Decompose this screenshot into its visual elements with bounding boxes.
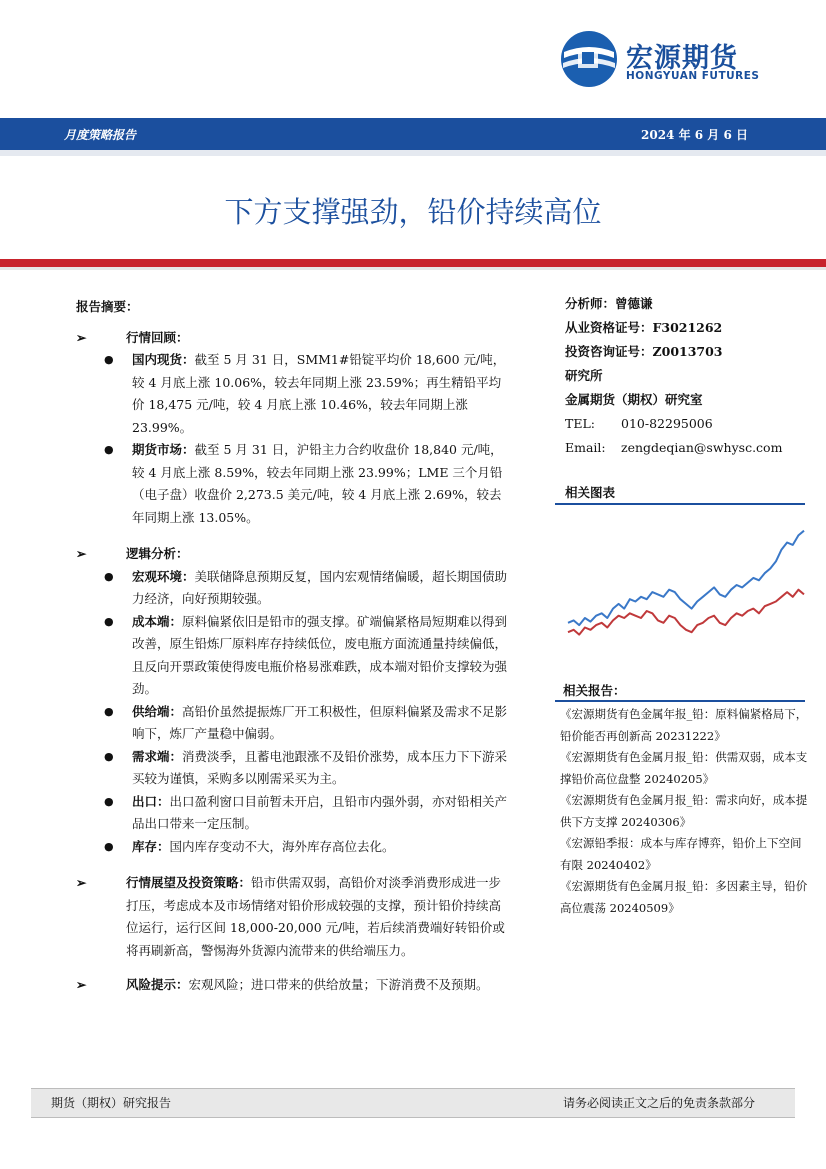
email-value: zengdeqian@swhysc.com xyxy=(621,440,783,455)
bullet-dot-icon: ● xyxy=(104,839,114,853)
institute-name: 金属期货（期权）研究室 xyxy=(565,392,703,407)
title-divider xyxy=(0,259,826,267)
list-item xyxy=(76,701,512,746)
section-title: 风险提示： xyxy=(126,977,189,992)
section-risk xyxy=(76,974,512,997)
bullet-dot-icon: ● xyxy=(104,569,114,583)
bullet-dot-icon: ● xyxy=(104,443,114,456)
item-label: 国内现货： xyxy=(132,352,195,367)
section-outlook xyxy=(76,872,512,962)
arrow-bullet-icon: ➢ xyxy=(76,977,87,992)
bullet-dot-icon: ● xyxy=(104,704,114,718)
title-divider-shadow xyxy=(0,267,826,270)
logo-emblem-icon xyxy=(560,30,618,88)
report-type: 月度策略报告 xyxy=(64,128,137,142)
item-label: 供给端： xyxy=(132,703,183,719)
item-text: 截至 5 月 31 日，沪铅主力合约收盘价 18,840 元/吨，较 4 月底上涨 8.59%，较去年同期上涨 23.99%；LME 三个月铅（电子盘）收盘价 2,273.5 美元/吨，较 4 月底上涨 2.69%，较去年同期上涨 13.05%。 xyxy=(132,442,503,525)
institute-label: 研究所 xyxy=(565,368,603,383)
related-reports-title: 相关报告： xyxy=(555,680,805,702)
item-text: 原料偏紧依旧是铅市的强支撑。矿端偏紧格局短期难以得到改善，原生铅炼厂原料库存持续低位，废电瓶方面流通量持续偏低，且反向开票政策使得废电瓶价格易涨难跌，成本端对铅价支撑较为强劲。 xyxy=(132,613,508,696)
email-label: Email: xyxy=(565,440,606,455)
report-summary xyxy=(76,296,512,997)
tel-row xyxy=(565,412,805,436)
section-title: 逻辑分析： xyxy=(126,546,189,561)
section-title: 行情展望及投资策略： xyxy=(126,875,252,890)
page-footer xyxy=(31,1088,795,1118)
tel-label: TEL: xyxy=(565,416,595,431)
item-text: 出口盈利窗口目前暂未开启，且铅市内强外弱，亦对铅相关产品出口带来一定压制。 xyxy=(132,793,508,831)
company-logo xyxy=(560,30,780,92)
item-text: 消费淡季，且蓄电池跟涨不及铅价涨势，成本压力下下游采买较为谨慎，采购多以刚需采买为主。 xyxy=(132,748,508,786)
item-text: 国内库存变动不大，海外库存高位去化。 xyxy=(169,838,395,854)
price-chart xyxy=(566,520,806,650)
related-report-item[interactable]: 《宏源期货有色金属年报_铅：原料偏紧格局下，铅价能否再创新高 20231222》 xyxy=(560,707,808,743)
report-date: 2024 年 6 月 6 日 xyxy=(641,128,748,142)
item-text: 截至 5 月 31 日，SMM1#铅锭平均价 18,600 元/吨，较 4 月底上涨 10.06%，较去年同期上涨 23.59%；再生精铅平均价 18,475 元/吨，较 4 月底上涨 10.46%，较去年同期上涨 23.99%。 xyxy=(132,352,506,435)
header-band-shadow xyxy=(0,150,826,156)
section-logic xyxy=(76,543,512,566)
header-band xyxy=(0,118,826,150)
related-report-item[interactable]: 《宏源期货有色金属月报_铅：多因素主导，铅价高位震荡 20240509》 xyxy=(560,879,808,915)
logo-text-cn: 宏源期货 xyxy=(626,43,738,74)
item-text: 高铅价虽然提振炼厂开工积极性，但原料偏紧及需求不足影响下，炼厂产量稳中偏弱。 xyxy=(132,703,508,741)
analyst-name: 分析师：曾德谦 xyxy=(565,296,653,311)
footer-right: 请务必阅读正文之后的免责条款部分 xyxy=(562,1096,755,1110)
series-line-1 xyxy=(568,590,804,635)
tel-value: 010-82295006 xyxy=(621,416,713,431)
chart-box-title: 相关图表 xyxy=(555,481,805,505)
bullet-dot-icon: ● xyxy=(104,794,114,808)
item-label: 成本端： xyxy=(132,613,183,629)
arrow-bullet-icon: ➢ xyxy=(76,329,87,345)
page-title: 下方支撑强劲，铅价持续高位 xyxy=(224,195,602,229)
email-row xyxy=(565,436,805,460)
list-item xyxy=(76,611,512,701)
arrow-bullet-icon: ➢ xyxy=(76,875,87,890)
qualification-number: 从业资格证号：F3021262 xyxy=(565,320,723,335)
bullet-dot-icon: ● xyxy=(104,749,114,763)
item-label: 出口： xyxy=(132,793,170,809)
series-line-0 xyxy=(568,531,804,625)
related-report-item[interactable]: 《宏源铅季报：成本与库存博弈，铅价上下空间有限 20240402》 xyxy=(560,836,802,872)
related-report-item[interactable]: 《宏源期货有色金属月报_铅：需求向好，成本提供下方支撑 20240306》 xyxy=(560,793,808,829)
list-item xyxy=(76,746,512,791)
arrow-bullet-icon: ➢ xyxy=(76,546,87,561)
list-item xyxy=(76,349,512,439)
item-text: 美联储降息预期反复，国内宏观情绪偏暖，超长期国债助力经济，向好预期较强。 xyxy=(132,568,508,606)
consulting-number: 投资咨询证号：Z0013703 xyxy=(565,344,723,359)
related-reports-list xyxy=(560,704,810,919)
related-report-item[interactable]: 《宏源期货有色金属月报_铅：供需双弱，成本支撑铅价高位盘整 20240205》 xyxy=(560,750,808,786)
analyst-info xyxy=(565,292,805,460)
footer-left: 期货（期权）研究报告 xyxy=(51,1096,172,1110)
outlook-text: 铅市供需双弱，高铅价对淡季消费形成进一步打压，考虑成本及市场情绪对铅价形成较强的支撑，预计铅价持续高位运行，运行区间 18,000-20,000 元/吨，若后续消费端好转铅价或将再刷新高，警惕海外货源内流带来的供给端压力。 xyxy=(126,875,505,958)
logo-text-en: HONGYUAN FUTURES xyxy=(626,70,760,82)
list-item xyxy=(76,791,512,836)
item-label: 库存： xyxy=(132,838,170,854)
summary-heading: 报告摘要： xyxy=(76,299,139,314)
bullet-dot-icon: ● xyxy=(104,353,114,366)
item-label: 期货市场： xyxy=(132,442,195,457)
section-title: 行情回顾： xyxy=(126,329,189,345)
item-label: 宏观环境： xyxy=(132,568,195,584)
item-label: 需求端： xyxy=(132,748,183,764)
list-item xyxy=(76,439,512,529)
list-item xyxy=(76,566,512,611)
bullet-dot-icon: ● xyxy=(104,614,114,628)
risk-text: 宏观风险；进口带来的供给放量；下游消费不及预期。 xyxy=(188,977,489,992)
list-item xyxy=(76,836,512,859)
section-review xyxy=(76,327,512,350)
